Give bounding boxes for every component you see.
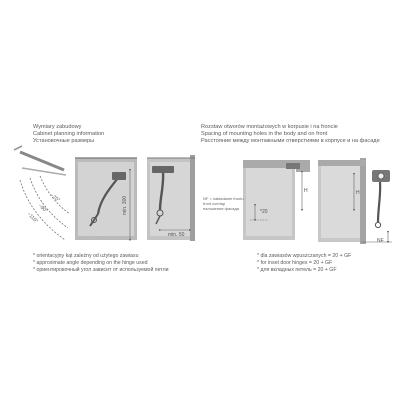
dim-min-50: min. 50: [168, 232, 185, 238]
nf-note-line-2: front overlap: [203, 201, 226, 206]
dim-h-right: H: [356, 190, 360, 196]
left-heading-pl: Wymiary zabudowy: [33, 124, 82, 130]
swing-angle-drawing: [14, 146, 137, 240]
left-note-pl: * orientacyjny kąt zależny od użytego zawiasu: [33, 253, 139, 259]
right-heading-ru: Расстояние между монтажными отверстиями в корпусе и на фасаде: [201, 138, 380, 144]
lift-mechanism-2: [152, 166, 174, 173]
right-note-en: * for inset door hinges = 20 + GF: [257, 260, 333, 266]
right-heading-pl: Rozstaw otworów montażowych w korpusie i na froncie: [201, 124, 338, 130]
angle-label-70: ~70°: [48, 192, 61, 204]
left-note-en: * approximate angle depending on the hinge used: [33, 260, 148, 266]
right-note-ru: * для вкладных петель = 20 + GF: [257, 267, 337, 273]
angle-label-90: ~90°: [36, 202, 49, 215]
front-holes-drawing: [318, 158, 392, 244]
left-heading-ru: Установочные размеры: [33, 138, 95, 144]
flap-open: [20, 152, 64, 170]
dim-min-300: min. 300: [122, 195, 128, 215]
right-heading-en: Spacing of mounting holes in the body and on front: [201, 131, 328, 137]
left-heading-en: Cabinet planning information: [33, 131, 105, 137]
hole-spacing-drawing: [243, 160, 310, 240]
dim-20: *20: [260, 209, 268, 215]
nf-note: [203, 196, 244, 211]
angle-label-110: ~110°: [25, 211, 39, 225]
nf-note-line-1: NF = nakładanie frontu: [203, 196, 244, 201]
dim-nf: NF: [377, 238, 384, 244]
left-note-ru: * ориентировочный угол зависит от используемой петли: [33, 267, 169, 273]
nf-note-line-3: наложение фасада: [203, 206, 239, 211]
right-note-pl: * dla zawiasów wpuszczanych = 20 + GF: [257, 253, 352, 259]
side-view-drawing: [147, 155, 195, 241]
dim-h-left: H: [304, 188, 308, 194]
